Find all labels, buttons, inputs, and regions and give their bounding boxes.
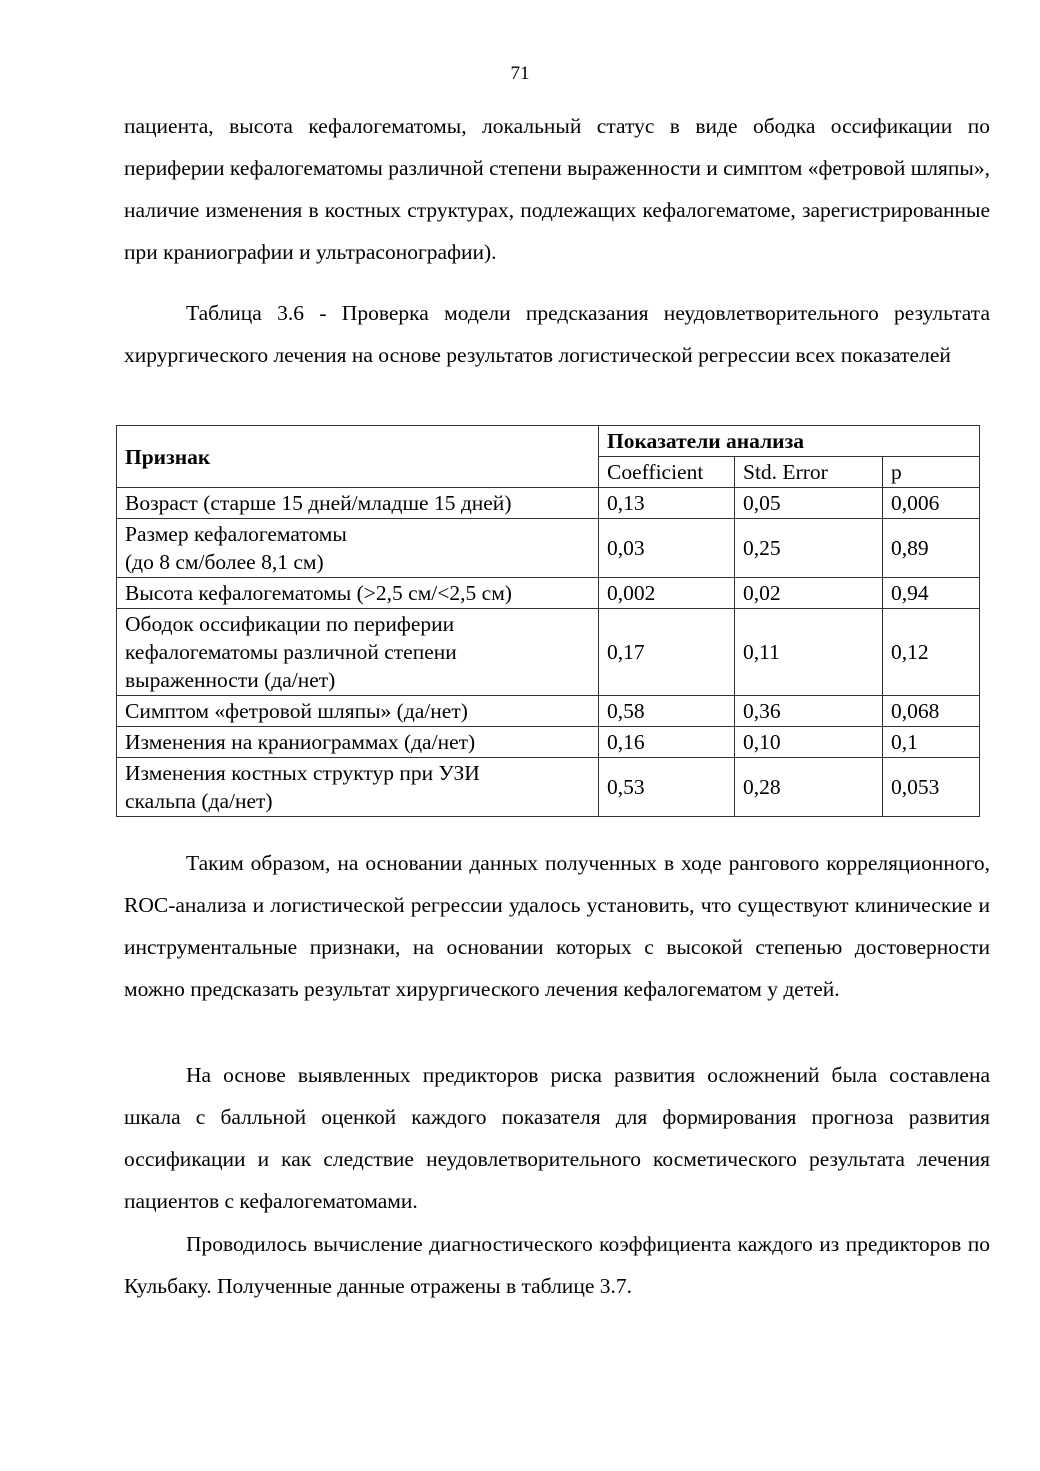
header-feature: Признак	[117, 426, 599, 488]
feature-cell	[117, 578, 599, 609]
coefficient-cell: 0,03	[599, 519, 735, 578]
feature-line: Изменения костных структур при УЗИ	[125, 761, 480, 785]
paragraph-scale: На основе выявленных предикторов риска развития осложнений была составлена шкала с балльной оценкой каждого показателя для формирования прогноза развития оссификации и как следствие неудовлетворительного косметического результата лечения пациентов с кефалогематомами.	[124, 1063, 990, 1213]
table-row	[117, 727, 980, 758]
table-row	[117, 519, 980, 578]
feature-line: скальпа (да/нет)	[125, 789, 273, 813]
coefficient-cell: 0,53	[599, 758, 735, 817]
table-row	[117, 578, 980, 609]
header-std-error: Std. Error	[735, 457, 883, 488]
std-error-cell: 0,02	[735, 578, 883, 609]
p-value-cell: 0,12	[883, 609, 980, 696]
feature-line: Возраст (старше 15 дней/младше 15 дней)	[125, 491, 512, 515]
std-error-cell: 0,11	[735, 609, 883, 696]
feature-cell	[117, 758, 599, 817]
coefficient-cell: 0,17	[599, 609, 735, 696]
table-body	[117, 488, 980, 817]
paragraph-conclusion: Таким образом, на основании данных полученных в ходе рангового корреляционного, ROC-анализа и логистической регрессии удалось установить, что существуют клинические и инструментальные признаки, на основании которых с высокой степенью достоверности можно предсказать результат хирургического лечения кефалогематом у детей.	[124, 851, 990, 1001]
feature-line: (до 8 см/более 8,1 см)	[125, 550, 324, 574]
p-value-cell: 0,006	[883, 488, 980, 519]
table-caption: Таблица 3.6 - Проверка модели предсказания неудовлетворительного результата хирургического лечения на основе результатов логистической регрессии всех показателей	[124, 301, 990, 367]
std-error-cell: 0,10	[735, 727, 883, 758]
table-row	[117, 696, 980, 727]
feature-cell	[117, 609, 599, 696]
feature-line: кефалогематомы различной степени	[125, 640, 457, 664]
table-row	[117, 488, 980, 519]
header-group: Показатели анализа	[599, 426, 980, 457]
p-value-cell: 0,89	[883, 519, 980, 578]
p-value-cell: 0,068	[883, 696, 980, 727]
paragraph-kullback: Проводилось вычисление диагностического коэффициента каждого из предикторов по Кульбаку. Полученные данные отражены в таблице 3.7.	[124, 1232, 990, 1298]
table-header-row	[117, 426, 980, 457]
results-table	[116, 425, 980, 817]
page-number: 71	[510, 63, 530, 84]
feature-cell	[117, 727, 599, 758]
table-row	[117, 609, 980, 696]
feature-line: Ободок оссификации по периферии	[125, 612, 455, 636]
p-value-cell: 0,053	[883, 758, 980, 817]
feature-cell	[117, 696, 599, 727]
feature-line: Симптом «фетровой шляпы» (да/нет)	[125, 699, 468, 723]
std-error-cell: 0,28	[735, 758, 883, 817]
coefficient-cell: 0,13	[599, 488, 735, 519]
std-error-cell: 0,36	[735, 696, 883, 727]
feature-line: Размер кефалогематомы	[125, 522, 347, 546]
paragraph-top: пациента, высота кефалогематомы, локальный статус в виде ободка оссификации по периферии кефалогематомы различной степени выраженности и симптом «фетровой шляпы», наличие изменения в костных структурах, подлежащих кефалогематоме, зарегистрированные при краниографии и ультрасонографии).	[124, 114, 990, 264]
coefficient-cell: 0,002	[599, 578, 735, 609]
feature-line: Изменения на краниограммах (да/нет)	[125, 730, 476, 754]
p-value-cell: 0,94	[883, 578, 980, 609]
feature-line: выраженности (да/нет)	[125, 668, 336, 692]
header-p: p	[883, 457, 980, 488]
std-error-cell: 0,05	[735, 488, 883, 519]
table-row	[117, 758, 980, 817]
coefficient-cell: 0,58	[599, 696, 735, 727]
std-error-cell: 0,25	[735, 519, 883, 578]
p-value-cell: 0,1	[883, 727, 980, 758]
feature-cell	[117, 519, 599, 578]
feature-line: Высота кефалогематомы (>2,5 см/<2,5 см)	[125, 581, 512, 605]
header-coefficient: Coefficient	[599, 457, 735, 488]
feature-cell	[117, 488, 599, 519]
coefficient-cell: 0,16	[599, 727, 735, 758]
